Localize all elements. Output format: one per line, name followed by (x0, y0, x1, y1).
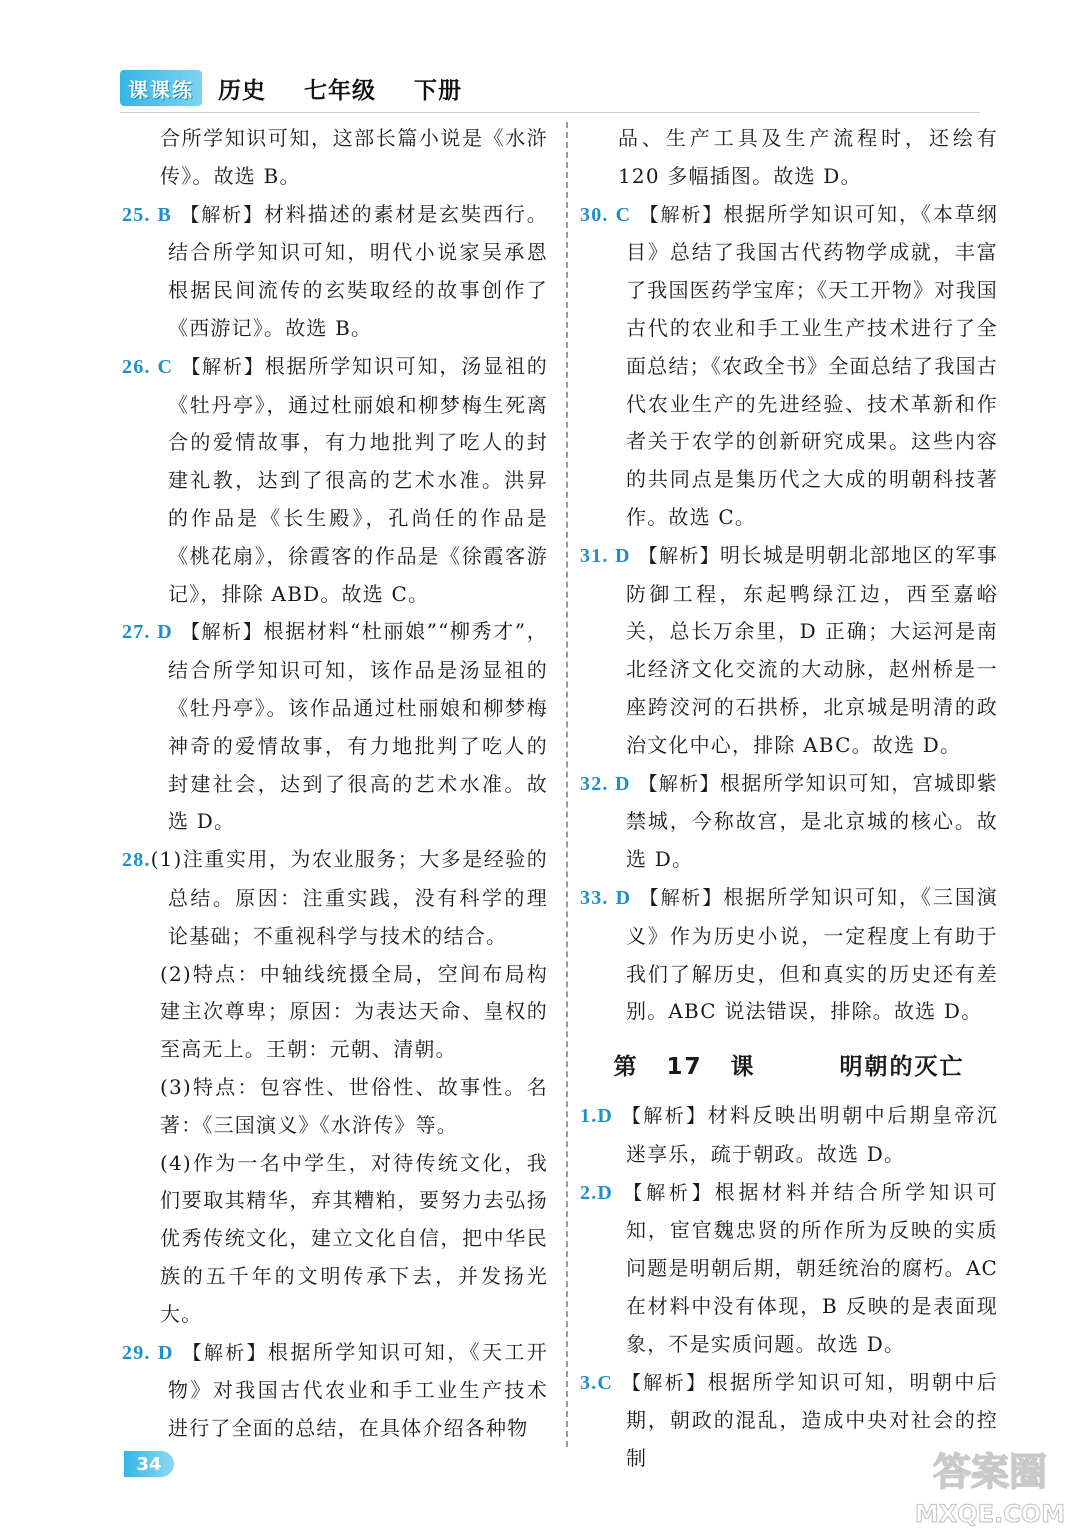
book-title: 历史 七年级 下册 (218, 77, 463, 104)
left-column (122, 120, 548, 1448)
continuation-text: 品、生产工具及生产流程时，还绘有 120 多幅插图。故选 D。 (618, 126, 998, 188)
answer-text: 材料描述的素材是玄奘西行。结合所学知识可知，明代小说家吴承恩根据民间流传的玄奘取经的故事创作了《西游记》。故选 B。 (168, 201, 548, 340)
answer-number: 28. (122, 849, 151, 872)
right-column (580, 120, 998, 1478)
answer-text: 根据所学知识可知，《天工开物》对我国古代农业和手工业生产技术进行了全面的总结，在具体介绍各种物 (168, 1339, 548, 1441)
answer-text: 材料反映出明朝中后期皇帝沉迷享乐，疏于朝政。故选 D。 (626, 1102, 998, 1166)
continuation-text: 合所学知识可知，这部长篇小说是《水浒传》。故选 B。 (160, 126, 548, 188)
lesson-title: 第 17 课 明朝的灭亡 (613, 1054, 965, 1081)
header-rule (120, 112, 980, 113)
series-logo (120, 70, 202, 106)
analysis-tag: 【解析】 (638, 544, 721, 567)
page-number: 34 (136, 1453, 162, 1475)
analysis-tag: 【解析】 (639, 886, 724, 909)
analysis-tag: 【解析】 (180, 203, 264, 226)
answer-30 (580, 196, 998, 537)
analysis-tag: 【解析】 (621, 1104, 708, 1127)
watermark-url: MXQE.COM (914, 1500, 1066, 1528)
page-number-badge (124, 1451, 174, 1477)
answer-number: 2.D (580, 1181, 614, 1204)
answer-32 (580, 765, 998, 879)
column-divider (566, 122, 568, 1447)
lesson-answer-1 (580, 1097, 998, 1174)
answer-number: 25. B (122, 203, 173, 226)
analysis-tag: 【解析】 (639, 203, 724, 226)
watermark-logo (905, 1440, 1075, 1530)
answer-number: 32. D (580, 772, 631, 795)
answer-number: 31. D (580, 544, 631, 567)
answer-text: 明长城是明朝北部地区的军事防御工程，东起鸭绿江边，西至嘉峪关，总长万余里，D 正确；大运河是南北经济文化交流的大动脉，赵州桥是一座跨洨河的石拱桥，北京城是明清的政治文化中心，排除 ABC。故选 D。 (626, 542, 998, 757)
answer-number: 1.D (580, 1104, 614, 1127)
answer-31 (580, 537, 998, 765)
answer-text: 根据材料“杜丽娘”“柳秀才”，结合所学知识可知，该作品是汤显祖的《牡丹亭》。该作品通过杜丽娘和柳梦梅神奇的爱情故事，有力地批判了吃人的封建社会，达到了很高的艺术水准。故选 D。 (168, 619, 548, 834)
answer-number: 26. C (122, 355, 174, 378)
answer-27 (122, 613, 548, 841)
series-logo-text: 课课练 (128, 77, 194, 102)
answer-text: 根据所学知识可知，汤显祖的《牡丹亭》，通过杜丽娘和柳梦梅生死离合的爱情故事，有力地批判了吃人的封建礼教，达到了很高的艺术水准。洪昇的作品是《长生殿》，孔尚任的作品是《桃花扇》，徐霞客的作品是《徐霞客游记》，排除 ABD。故选 C。 (168, 353, 548, 606)
answer-26 (122, 348, 548, 614)
answer-number: 33. D (580, 886, 632, 909)
analysis-tag: 【解析】 (180, 621, 264, 644)
answer-28 (122, 841, 548, 955)
watermark-text: 答案圈 (932, 1450, 1048, 1494)
lesson-answer-2 (580, 1174, 998, 1364)
answer-number: 3.C (580, 1371, 614, 1394)
answer-text: 根据所学知识可知，宫城即紫禁城，今称故宫，是北京城的核心。故选 D。 (626, 770, 998, 872)
answer-number: 29. D (122, 1341, 174, 1364)
analysis-tag: 【解析】 (623, 1181, 715, 1204)
answer-text: 根据材料并结合所学知识可知，宦官魏忠贤的所作所为反映的实质问题是明朝后期，朝廷统治的腐朽。AC 在材料中没有体现，B 反映的是表面现象，不是实质问题。故选 D。 (626, 1179, 998, 1356)
analysis-tag: 【解析】 (181, 355, 265, 378)
analysis-tag: 【解析】 (638, 772, 721, 795)
answer-28-part-1: (1)注重实用，为农业服务；大多是经验的总结。原因：注重实践，没有科学的理论基础；不重视科学与技术的结合。 (150, 847, 548, 948)
answer-text: 根据所学知识可知，《三国演义》作为历史小说，一定程度上有助于我们了解历史，但和真实的历史还有差别。ABC 说法错误，排除。故选 D。 (626, 884, 998, 1024)
answer-number: 27. D (122, 621, 173, 644)
page-header (120, 68, 462, 108)
answer-text: 根据所学知识可知，明朝中后期，朝政的混乱，造成中央对社会的控制 (626, 1369, 998, 1471)
answer-text: 根据所学知识可知，《本草纲目》总结了我国古代药物学成就，丰富了我国医药学宝库；《天工开物》对我国古代的农业和手工业生产技术进行了全面总结；《农政全书》全面总结了我国古代农业生产的先进经验、技术革新和作者关于农学的创新研究成果。这些内容的共同点是集历代之大成的明朝科技著作。故选 C。 (626, 201, 998, 529)
answer-25 (122, 196, 548, 348)
analysis-tag: 【解析】 (182, 1341, 269, 1364)
answer-33 (580, 879, 998, 1031)
answer-28-part-2: (2)特点：中轴线统摄全局，空间布局构建主次尊卑；原因：为表达天命、皇权的至高无上。王朝：元朝、清朝。 (160, 961, 548, 1062)
answer-29 (122, 1334, 548, 1448)
answer-28-part-3: (3)特点：包容性、世俗性、故事性。名著：《三国演义》《水浒传》等。 (160, 1074, 548, 1137)
answer-28-part-4: (4)作为一名中学生，对待传统文化，我们要取其精华，弃其糟粕，要努力去弘扬优秀传统文化，建立文化自信，把中华民族的五千年的文明传承下去，并发扬光大。 (160, 1150, 548, 1326)
analysis-tag: 【解析】 (621, 1371, 708, 1394)
answer-number: 30. C (580, 203, 632, 226)
